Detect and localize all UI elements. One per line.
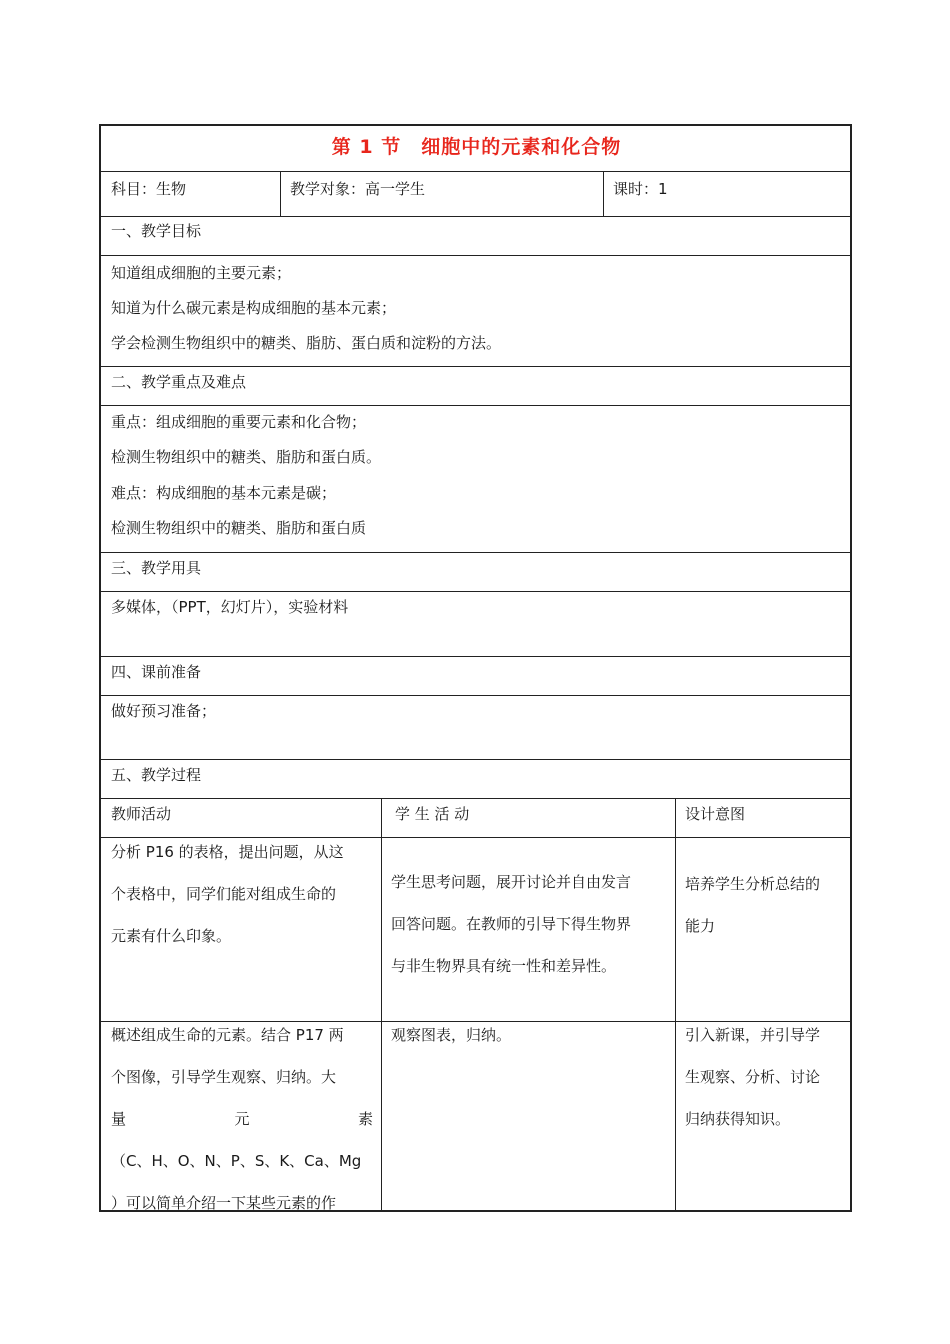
text-line: 归纳获得知识。	[685, 1110, 791, 1128]
row-divider	[101, 405, 852, 406]
text-line: 元素有什么印象。	[111, 927, 232, 945]
justified-line	[111, 1098, 373, 1140]
text-line: 回答问题。在教师的引导下得生物界	[391, 915, 632, 933]
row-divider	[101, 552, 852, 553]
text-line: （C、H、O、N、P、S、K、Ca、Mg	[111, 1152, 362, 1170]
text-line: 学生思考问题，展开讨论并自由发言	[391, 873, 632, 891]
lesson-plan-table	[99, 124, 852, 1212]
section-heading: 五、教学过程	[111, 766, 202, 784]
section-heading: 四、课前准备	[111, 663, 202, 681]
teacher-activity-1	[111, 831, 344, 957]
text-fragment: 元	[234, 1110, 250, 1128]
text-line: 知道组成细胞的主要元素；	[111, 264, 292, 282]
audience-cell: 教学对象：高一学生	[290, 180, 426, 198]
student-activity-2	[391, 1014, 511, 1056]
row-divider	[101, 759, 852, 760]
section-heading: 二、教学重点及难点	[111, 373, 247, 391]
row-divider	[101, 798, 852, 799]
row-divider	[101, 255, 852, 256]
row-divider	[101, 216, 852, 217]
student-activity-1	[391, 861, 631, 987]
text-fragment: 量	[111, 1110, 127, 1128]
page-title: 第 1 节 细胞中的元素和化合物	[331, 136, 622, 158]
row-divider	[101, 695, 852, 696]
text-line: 重点：组成细胞的重要元素和化合物；	[111, 413, 367, 431]
subject-cell: 科目：生物	[111, 180, 187, 198]
text-line: 检测生物组织中的糖类、脂肪和蛋白质	[111, 519, 367, 537]
text-line: 生观察、分析、讨论	[685, 1068, 821, 1086]
text-line: 分析 P16 的表格，提出问题，从这	[111, 843, 344, 861]
section-heading: 一、教学目标	[111, 222, 202, 240]
design-intent-1	[685, 863, 820, 947]
text-line: 培养学生分析总结的	[685, 875, 821, 893]
column-divider	[381, 799, 382, 1212]
text-line: 能力	[685, 917, 716, 935]
text-line: 引入新课，并引导学	[685, 1026, 821, 1044]
row-divider	[101, 591, 852, 592]
text-line: ）可以简单介绍一下某些元素的作	[111, 1194, 337, 1212]
text-line: 观察图表，归纳。	[391, 1026, 512, 1044]
row-divider	[101, 656, 852, 657]
text-line: 难点：构成细胞的基本元素是碳；	[111, 484, 337, 502]
section-heading: 三、教学用具	[111, 559, 202, 577]
text-fragment: 素	[357, 1110, 373, 1128]
text-line: 检测生物组织中的糖类、脂肪和蛋白质。	[111, 448, 382, 466]
row-divider	[101, 171, 852, 172]
text-line: 个表格中，同学们能对组成生命的	[111, 885, 337, 903]
text-line: 多媒体，（PPT，幻灯片），实验材料	[111, 598, 349, 616]
text-line: 个图像，引导学生观察、归纳。大	[111, 1068, 337, 1086]
header-teacher: 教师活动	[111, 805, 172, 823]
header-student: 学 生 活 动	[395, 805, 470, 823]
text-line: 做好预习准备；	[111, 702, 217, 720]
text-line: 与非生物界具有统一性和差异性。	[391, 957, 617, 975]
header-intent: 设计意图	[685, 805, 746, 823]
text-line: 学会检测生物组织中的糖类、脂肪、蛋白质和淀粉的方法。	[111, 334, 502, 352]
column-divider	[603, 172, 604, 216]
design-intent-2	[685, 1014, 820, 1140]
text-line: 知道为什么碳元素是构成细胞的基本元素；	[111, 299, 397, 317]
text-line: 概述组成生命的元素。结合 P17 两	[111, 1026, 344, 1044]
hours-cell: 课时：1	[613, 180, 668, 198]
row-divider	[101, 366, 852, 367]
column-divider	[280, 172, 281, 216]
column-divider	[675, 799, 676, 1212]
teacher-activity-2	[111, 1014, 373, 1224]
